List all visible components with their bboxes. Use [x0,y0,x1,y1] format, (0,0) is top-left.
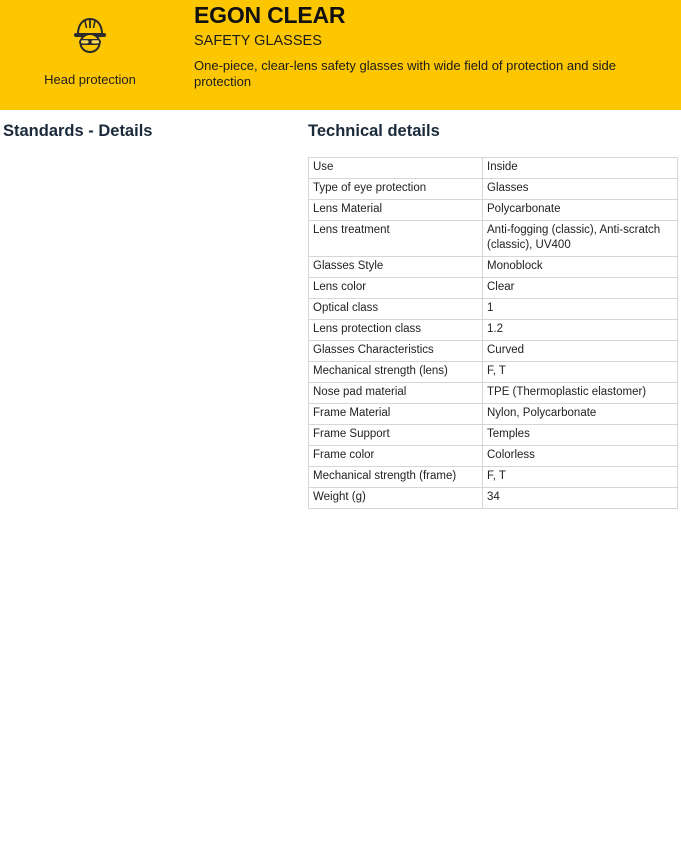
row-label: Type of eye protection [309,179,483,200]
row-value: Temples [483,425,678,446]
row-value: Nylon, Polycarbonate [483,404,678,425]
table-row [309,362,678,383]
row-value: Polycarbonate [483,200,678,221]
row-label: Glasses Characteristics [309,341,483,362]
row-label: Nose pad material [309,383,483,404]
row-value: Inside [483,158,678,179]
standards-details-heading: Standards - Details [3,122,153,140]
row-value: Glasses [483,179,678,200]
table-row [309,179,678,200]
row-value: Anti-fogging (classic), Anti-scratch (classic), UV400 [483,221,678,257]
row-label: Lens Material [309,200,483,221]
table-row [309,158,678,179]
table-row [309,383,678,404]
row-label: Glasses Style [309,257,483,278]
product-description: One-piece, clear-lens safety glasses with wide field of protection and side protection [194,58,616,89]
table-row [309,341,678,362]
row-label: Lens treatment [309,221,483,257]
product-title: EGON CLEAR [194,2,346,28]
table-row [309,221,678,257]
row-label: Use [309,158,483,179]
row-value: Clear [483,278,678,299]
table-row [309,299,678,320]
product-header [0,0,681,110]
row-value: TPE (Thermoplastic elastomer) [483,383,678,404]
row-label: Mechanical strength (lens) [309,362,483,383]
row-value: Curved [483,341,678,362]
row-label: Frame Material [309,404,483,425]
row-value: 34 [483,488,678,509]
table-row [309,257,678,278]
table-row [309,446,678,467]
table-row [309,467,678,488]
category-label: Head protection [44,72,136,87]
row-label: Weight (g) [309,488,483,509]
row-value: Monoblock [483,257,678,278]
row-value: 1.2 [483,320,678,341]
table-row [309,488,678,509]
helmet-with-glasses-icon [69,14,111,56]
row-value: Colorless [483,446,678,467]
row-value: F, T [483,362,678,383]
table-row [309,425,678,446]
technical-details-table [308,157,678,509]
row-label: Mechanical strength (frame) [309,467,483,488]
row-label: Optical class [309,299,483,320]
table-row [309,278,678,299]
table-row [309,320,678,341]
product-subtitle: SAFETY GLASSES [194,33,322,49]
row-label: Frame color [309,446,483,467]
technical-details-heading: Technical details [308,122,440,140]
table-row [309,404,678,425]
row-value: 1 [483,299,678,320]
row-label: Lens protection class [309,320,483,341]
row-value: F, T [483,467,678,488]
row-label: Frame Support [309,425,483,446]
row-label: Lens color [309,278,483,299]
table-row [309,200,678,221]
